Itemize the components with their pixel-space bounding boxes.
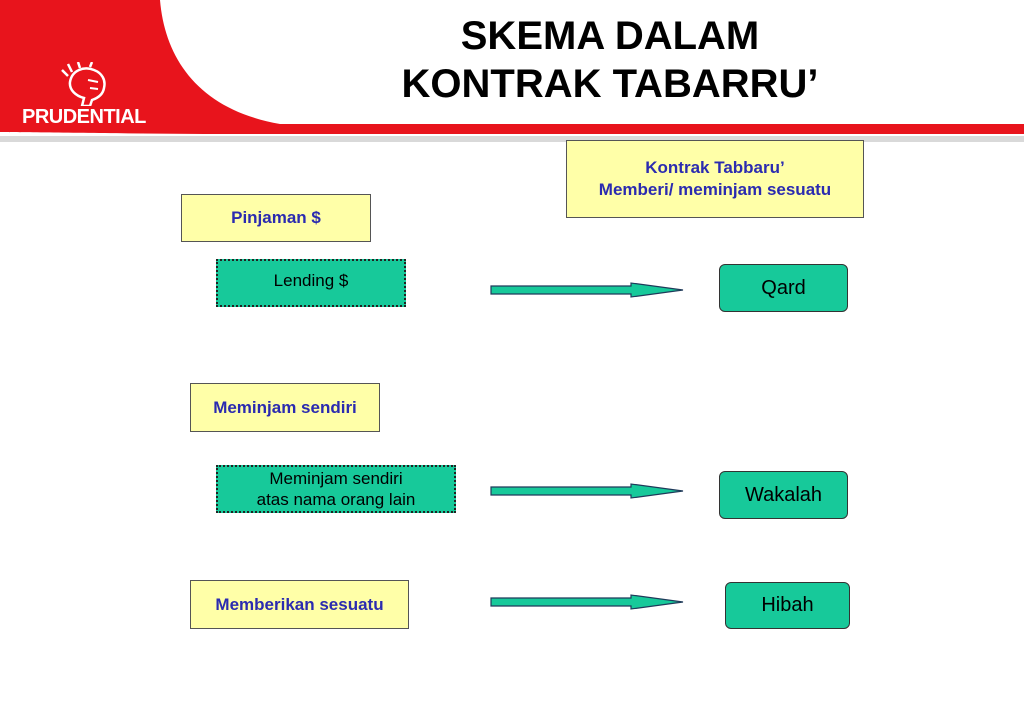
action-label-line-2: atas nama orang lain [256, 490, 416, 509]
contract-header-line-2: Memberi/ meminjam sesuatu [598, 180, 832, 199]
contract-header-line-1: Kontrak Tabbaru’ [645, 158, 785, 177]
contract-label: Qard [761, 276, 806, 299]
title-line-1: SKEMA DALAM [460, 14, 760, 58]
category-box-memberikan-sesuatu [190, 580, 409, 629]
arrow-to-qard [489, 282, 689, 298]
category-label: Pinjaman $ [231, 208, 321, 227]
contract-label: Hibah [761, 594, 814, 616]
action-label: Lending $ [273, 271, 349, 290]
category-box-pinjaman [181, 194, 371, 242]
contract-hibah [725, 582, 850, 629]
category-box-meminjam-sendiri [190, 383, 380, 432]
action-box-lending [216, 259, 406, 307]
prudence-head-icon [60, 62, 120, 106]
action-label-line-1: Meminjam sendiri [269, 469, 403, 488]
contract-wakalah [719, 471, 848, 519]
contract-qard [719, 264, 848, 312]
prudential-logo [18, 62, 168, 132]
category-label: Memberikan sesuatu [215, 594, 384, 614]
arrow-to-wakalah [489, 483, 689, 499]
action-box-meminjam-atas-nama [216, 465, 456, 513]
page-title [330, 12, 890, 108]
arrow-to-hibah [489, 594, 689, 610]
brand-name: PRUDENTIAL [22, 106, 146, 128]
contract-label: Wakalah [744, 483, 823, 506]
contract-header-box [566, 140, 864, 218]
title-line-2: KONTRAK TABARRU’ [401, 62, 819, 106]
category-label: Meminjam sendiri [213, 397, 357, 417]
